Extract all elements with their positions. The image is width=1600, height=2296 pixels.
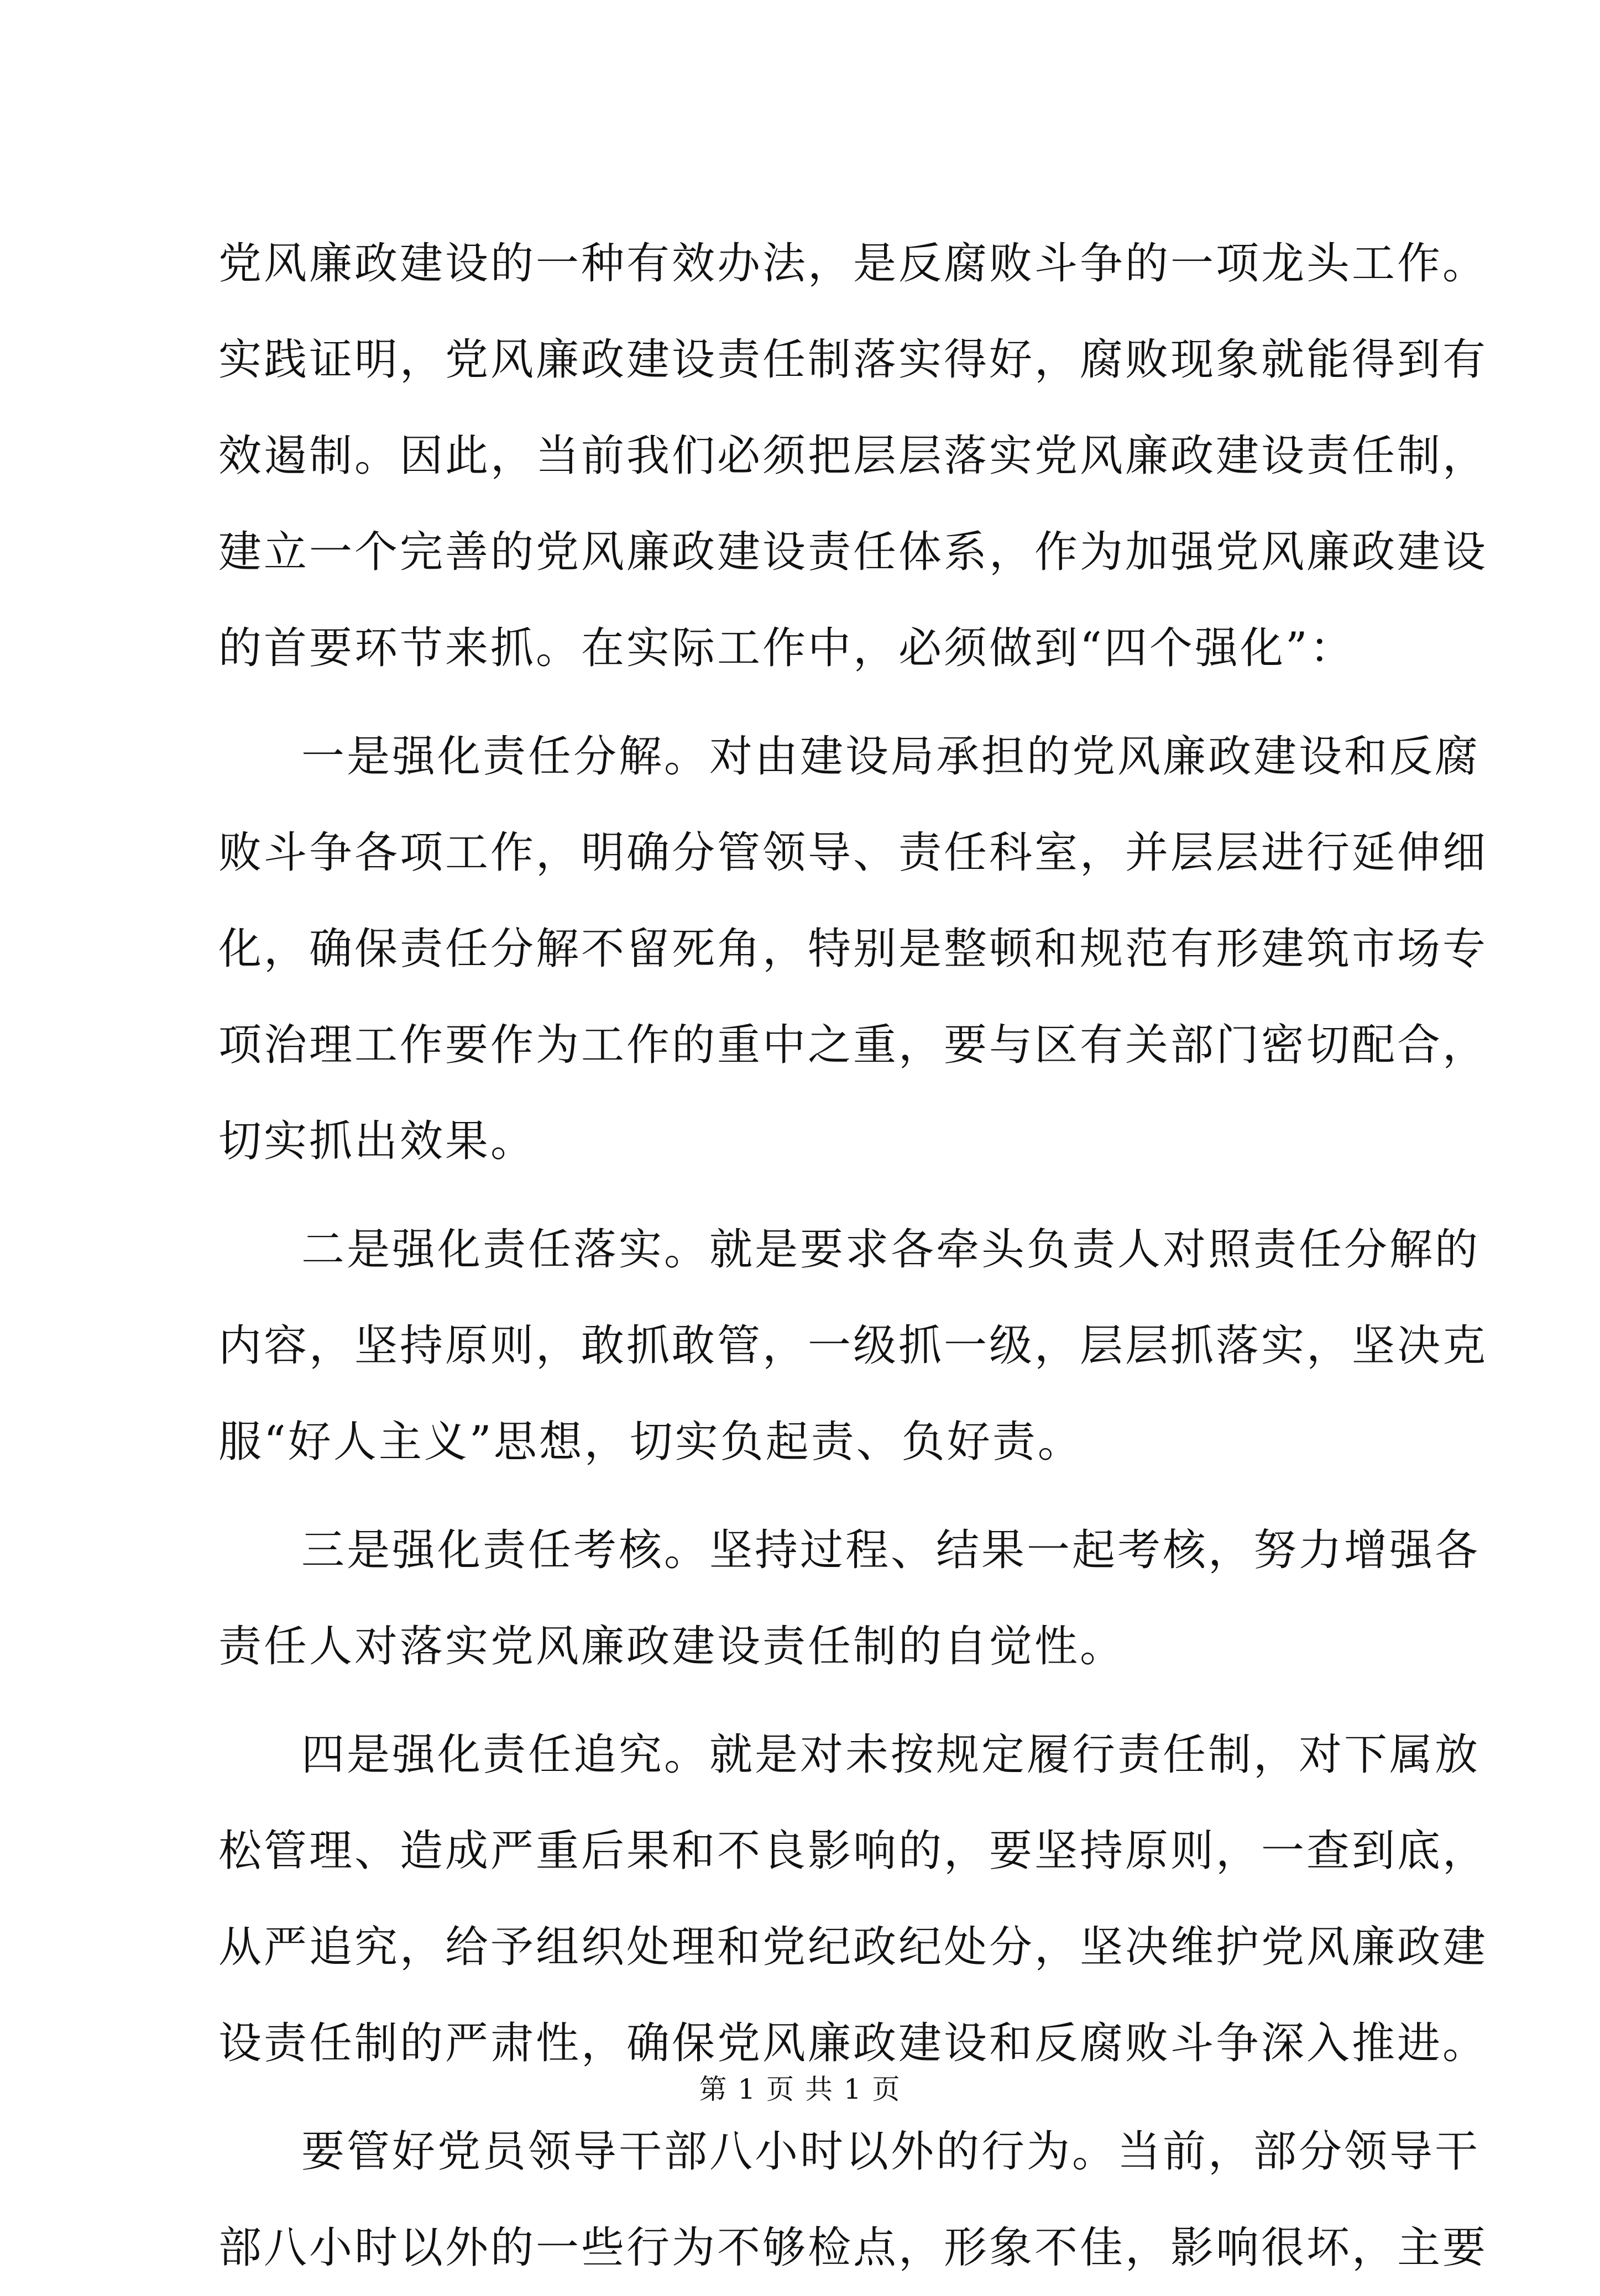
text-line: 二是强化责任落实。就是要求各牵头负责人对照责任分解的 — [301, 1225, 1481, 1275]
text-line: 建立一个完善的党风廉政建设责任体系，作为加强党风廉政建设 — [218, 527, 1488, 577]
text-line: 四是强化责任追究。就是对未按规定履行责任制，对下属放 — [301, 1730, 1481, 1780]
text-line: 化，确保责任分解不留死角，特别是整顿和规范有形建筑市场专 — [218, 924, 1488, 974]
text-line: 内容，坚持原则，敢抓敢管，一级抓一级，层层抓落实，坚决克 — [218, 1321, 1488, 1371]
paragraph-gap — [218, 1490, 1407, 1502]
text-line: 切实抓出效果。 — [218, 1116, 536, 1166]
text-line: 的首要环节来抓。在实际工作中，必须做到“四个强化”： — [218, 623, 1355, 673]
text-line: 三是强化责任考核。坚持过程、结果一起考核，努力增强各 — [301, 1526, 1481, 1575]
text-line: 项治理工作要作为工作的重中之重，要与区有关部门密切配合， — [218, 1020, 1488, 1070]
text-line: 设责任制的严肃性，确保党风廉政建设和反腐败斗争深入推进。 — [218, 2019, 1488, 2068]
page-number-footer: 第 1 页 共 1 页 — [699, 2073, 901, 2105]
text-line: 效遏制。因此，当前我们必须把层层落实党风廉政建设责任制， — [218, 431, 1488, 481]
paragraph-gap — [218, 1189, 1407, 1202]
text-line: 松管理、造成严重后果和不良影响的，要坚持原则，一查到底， — [218, 1826, 1488, 1876]
text-line: 实践证明，党风廉政建设责任制落实得好，腐败现象就能得到有 — [218, 335, 1488, 385]
text-line: 部八小时以外的一些行为不够检点，形象不佳，影响很坏，主要 — [218, 2223, 1488, 2273]
text-line: 从严追究，给予组织处理和党纪政纪处分，坚决维护党风廉政建 — [218, 1922, 1488, 1972]
paragraph-gap — [218, 696, 1407, 709]
text-line: 服“好人主义”思想，切实负起责、负好责。 — [218, 1417, 1083, 1467]
text-line: 败斗争各项工作，明确分管领导、责任科室，并层层进行延伸细 — [218, 828, 1488, 878]
paragraph-gap — [218, 1695, 1407, 1707]
document-body — [218, 216, 1488, 2296]
text-line: 责任人对落实党风廉政建设责任制的自觉性。 — [218, 1622, 1126, 1671]
text-line: 党风廉政建设的一种有效办法，是反腐败斗争的一项龙头工作。 — [218, 239, 1488, 289]
text-line: 一是强化责任分解。对由建设局承担的党风廉政建设和反腐 — [301, 732, 1481, 782]
text-line: 要管好党员领导干部八小时以外的行为。当前，部分领导干 — [301, 2127, 1481, 2177]
